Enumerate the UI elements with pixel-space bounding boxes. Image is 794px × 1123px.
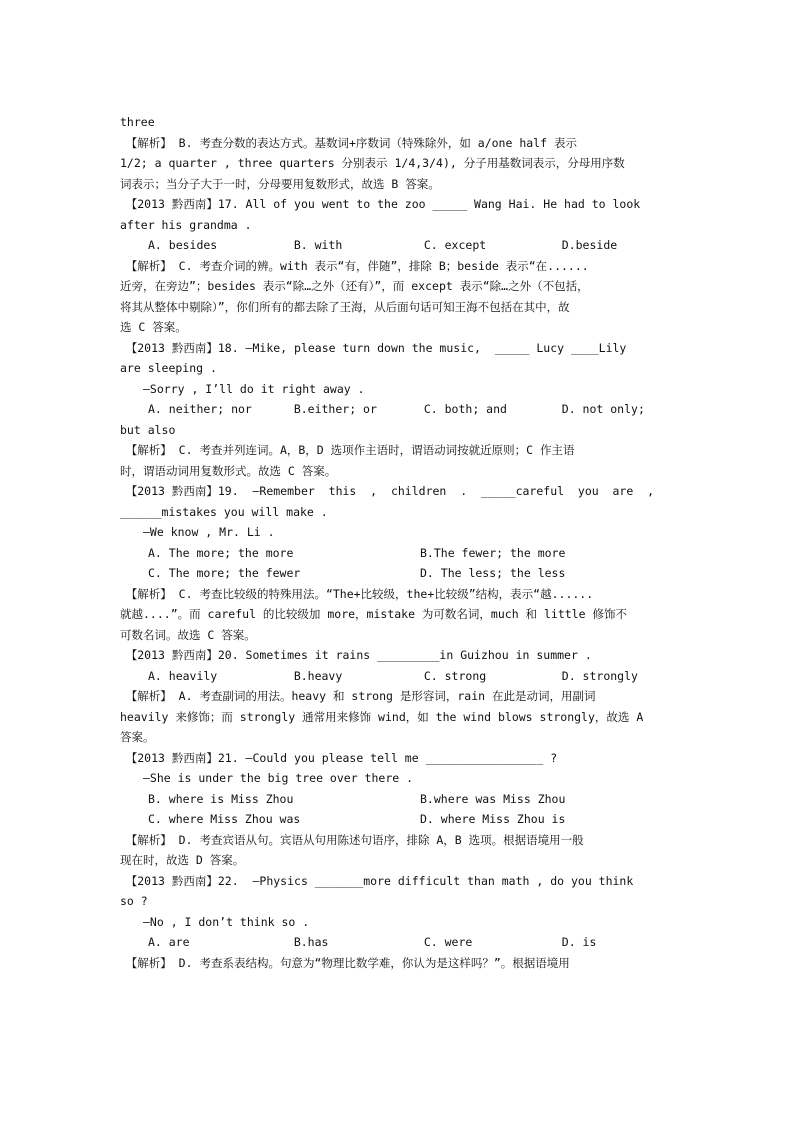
answer-options [120, 399, 680, 420]
text-line: heavily 来修饰；而 strongly 通常用来修饰 wind，如 the wind blows strongly，故选 A [120, 709, 644, 724]
answer-option: B.heavy [293, 668, 343, 683]
answer-option: B.either; or [293, 402, 377, 416]
text-line: 【2013 黔西南】21. —Could you please tell me _________________ ? [120, 750, 558, 765]
text-line: 【2013 黔西南】20. Sometimes it rains _________in Guizhou in summer . [120, 648, 592, 662]
answer-option: C. both; and [423, 402, 507, 416]
text-line: 近旁，在旁边”；besides 表示“除…之外（还有）”，而 except 表示“除…之外（不包括， [120, 279, 589, 293]
text-line: after his grandma . [120, 217, 252, 232]
answer-option: A. besides [148, 238, 218, 252]
text-line: 【2013 黔西南】19. —Remember this , children . _____careful you are , [120, 484, 655, 498]
text-line: 【解析】 D. 考查宾语从句。宾语从句用陈述句语序，排除 A，B 选项。根据语境用一般 [120, 832, 584, 847]
text-line: three [120, 115, 155, 129]
answer-option: C. The more; the fewer [148, 566, 301, 580]
answer-option: B.where was Miss Zhou [420, 791, 566, 806]
text-line: 就越....”。而 careful 的比较级加 more，mistake 为可数名词，much 和 little 修饰不 [120, 607, 627, 621]
answer-options [120, 789, 680, 810]
text-line: 【2013 黔西南】18. —Mike, please turn down the music, _____ Lucy ____Lily [120, 340, 627, 355]
text-line: 现在时，故选 D 答案。 [120, 853, 245, 867]
text-line: —No , I don’t think so . [120, 914, 310, 929]
answer-options [120, 932, 680, 953]
answer-option: A. neither; nor [148, 402, 252, 416]
answer-option: C. where Miss Zhou was [148, 812, 301, 826]
text-line: 【解析】 D. 考查系表结构。句意为“物理比数学难，你认为是这样吗？”。根据语境用 [120, 955, 570, 970]
text-line: 【解析】 B. 考查分数的表达方式。基数词+序数词（特殊除外，如 a/one half 表示 [120, 135, 577, 150]
answer-option: D.beside [561, 238, 618, 252]
answer-option: C. were [423, 935, 473, 949]
text-line: 选 C 答案。 [120, 320, 187, 334]
text-line: are sleeping . [120, 361, 217, 375]
answer-option: D. strongly [561, 668, 638, 683]
text-line: 【解析】 C. 考查比较级的特殊用法。“The+比较级，the+比较级”结构，表示“越...... [120, 586, 594, 601]
text-line: 可数名词。故选 C 答案。 [120, 627, 256, 642]
answer-option: B.The fewer; the more [420, 545, 566, 560]
answer-option: A. are [148, 935, 190, 949]
answer-option: A. heavily [148, 668, 218, 683]
text-line: 词表示；当分子大于一时，分母要用复数形式，故选 B 答案。 [120, 176, 440, 191]
answer-option: D. not only; [561, 402, 645, 416]
document-page [120, 112, 680, 973]
text-line: so ? [120, 894, 148, 908]
text-line: 时，谓语动词用复数形式。故选 C 答案。 [120, 463, 337, 478]
text-line: 答案。 [120, 730, 155, 744]
answer-options [120, 563, 680, 584]
answer-option: A. The more; the more [148, 545, 294, 560]
answer-option: B. where is Miss Zhou [148, 791, 294, 806]
text-line: but also [120, 422, 176, 437]
text-line: 将其从整体中剔除）”，你们所有的都去除了王海，从后面句话可知王海不包括在其中，故 [120, 299, 570, 314]
answer-option: B.has [293, 935, 329, 949]
text-line: 【解析】 A. 考查副词的用法。heavy 和 strong 是形容词，rain 在此是动词，用副词 [120, 689, 596, 703]
answer-option: D. The less; the less [420, 566, 566, 580]
answer-option: D. where Miss Zhou is [420, 812, 566, 826]
answer-option: C. strong [423, 668, 487, 683]
text-line: ______mistakes you will make . [120, 504, 328, 519]
text-line: —We know , Mr. Li . [120, 525, 275, 539]
answer-options [120, 543, 680, 564]
text-line: 【2013 黔西南】17. All of you went to the zoo _____ Wang Hai. He had to look [120, 197, 641, 211]
text-line: 1/2; a quarter , three quarters 分别表示 1/4,3/4), 分子用基数词表示，分母用序数 [120, 156, 625, 170]
text-line: 【解析】 C. 考查并列连词。A，B，D 选项作主语时，谓语动词按就近原则；C 作主语 [120, 443, 575, 457]
text-line: 【解析】 C. 考查介词的辨。with 表示“有，伴随”，排除 B；beside 表示“在...... [120, 258, 589, 273]
answer-option: D. is [561, 935, 597, 949]
answer-option: C. except [423, 238, 487, 252]
answer-option: B. with [293, 238, 343, 252]
answer-options [120, 809, 680, 830]
text-line: —Sorry , I’ll do it right away . [120, 381, 365, 396]
text-line: —She is under the big tree over there . [120, 771, 414, 785]
answer-options [120, 666, 680, 687]
answer-options [120, 235, 680, 256]
text-line: 【2013 黔西南】22. —Physics _______more difficult than math , do you think [120, 873, 634, 888]
